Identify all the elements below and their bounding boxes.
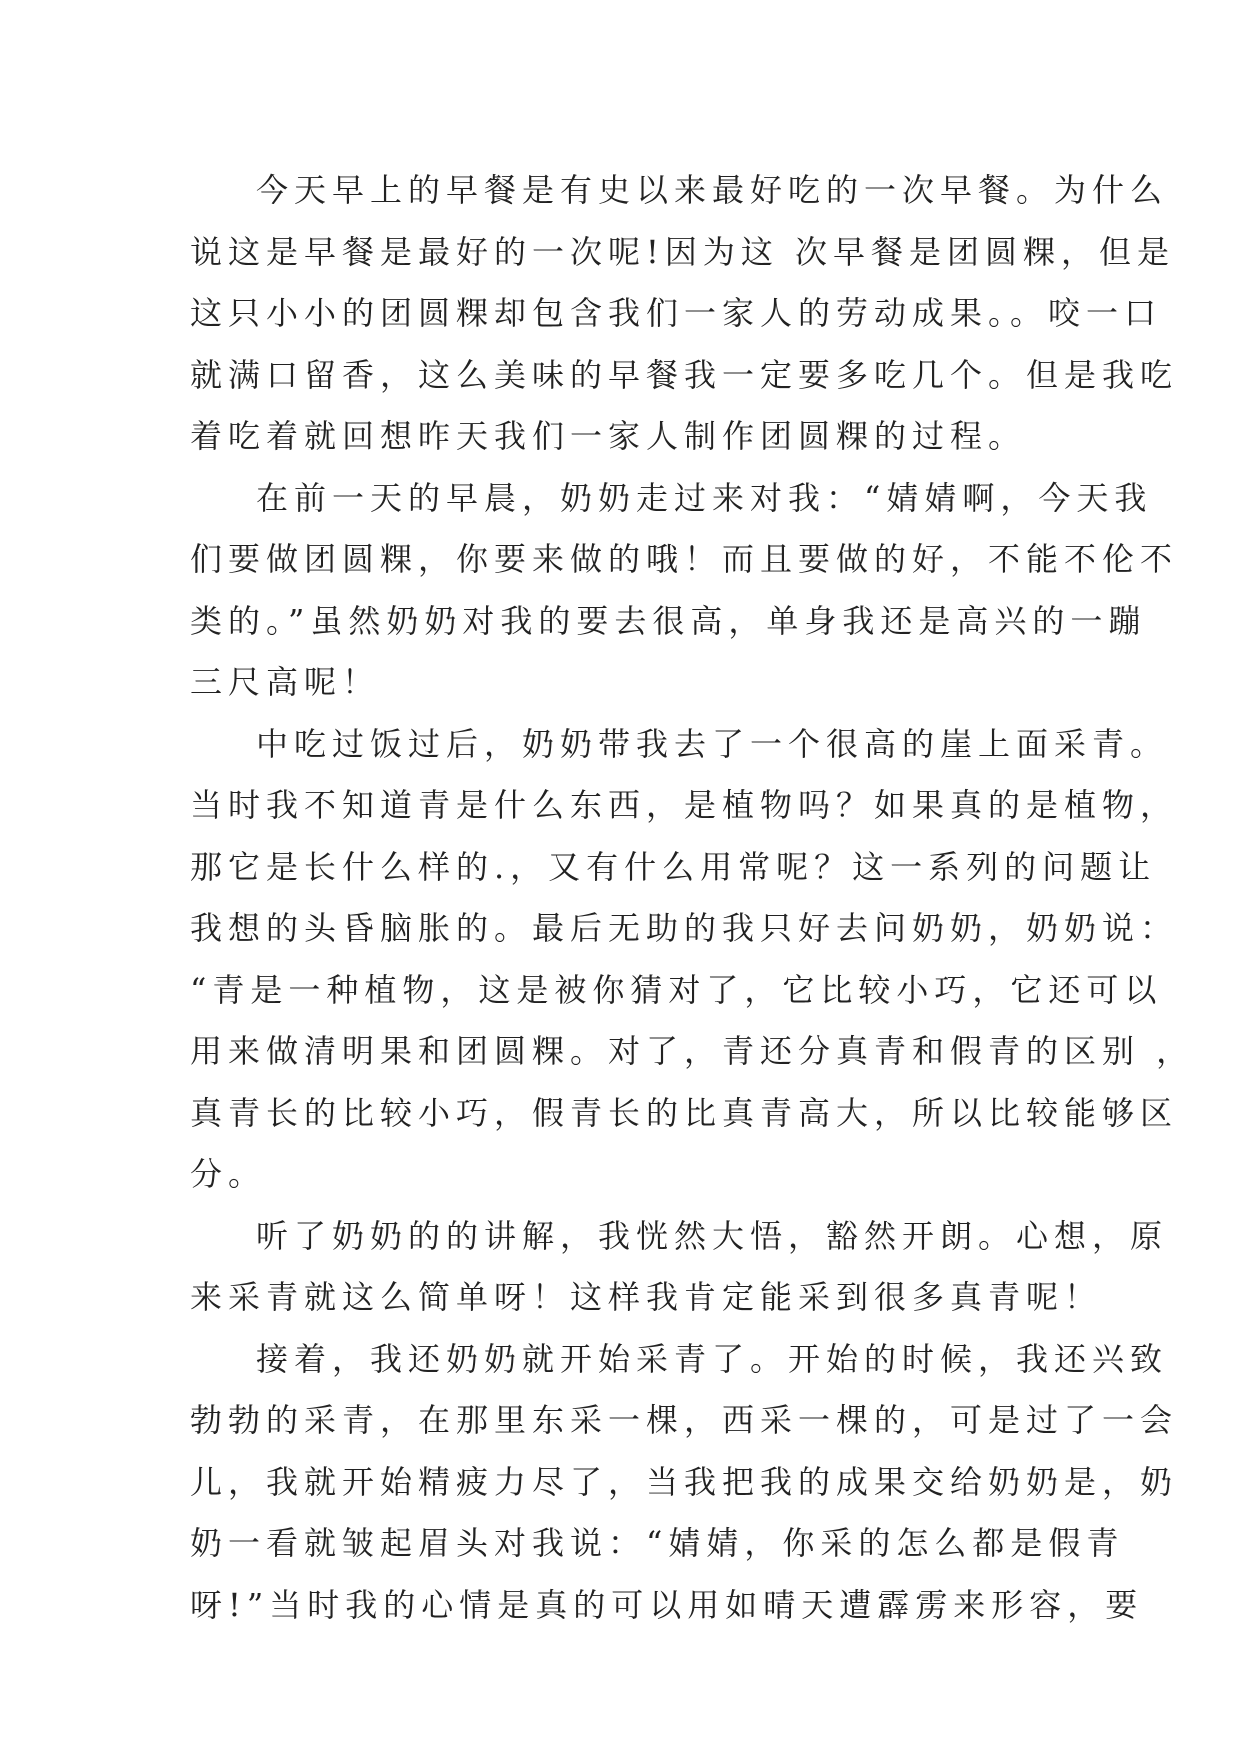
text-line: 这只小小的团圆粿却包含我们一家人的劳动成果。。咬一口 <box>190 294 1163 332</box>
text-line: 听了奶奶的的讲解，我恍然大悟，豁然开朗。心想，原 <box>256 1216 1169 1255</box>
paragraph <box>190 468 1179 714</box>
paragraph <box>190 1329 1179 1637</box>
essay-body <box>190 160 1195 1636</box>
paragraph <box>190 714 1195 1206</box>
text-line: 我想的头昏脑胀的。最后无助的我只好去问奶奶，奶奶说： <box>190 909 1179 947</box>
paragraph <box>190 160 1179 468</box>
text-line: 在前一天的早晨，奶奶走过来对我：“婧婧啊，今天我 <box>256 478 1153 517</box>
text-line: 今天早上的早餐是有史以来最好吃的一次早餐。为什么 <box>256 171 1169 209</box>
text-line: 分。 <box>190 1155 267 1193</box>
text-line: 儿，我就开始精疲力尽了，当我把我的成果交给奶奶是，奶 <box>190 1462 1179 1501</box>
text-line: 当时我不知道青是什么东西，是植物吗？如果真的是植物， <box>190 786 1179 824</box>
text-line: 类的。”虽然奶奶对我的要去很高，单身我还是高兴的一蹦 <box>190 601 1147 640</box>
text-line: 勃勃的采青，在那里东采一棵，西采一棵的，可是过了一会 <box>190 1401 1179 1439</box>
text-line: 接着，我还奶奶就开始采青了。开始的时候，我还兴致 <box>256 1339 1169 1378</box>
text-line: 用来做清明果和团圆粿。对了，青还分真青和假青的区别 ， <box>190 1032 1195 1070</box>
text-line: 三尺高呢！ <box>190 663 381 701</box>
text-line: 真青长的比较小巧，假青长的比真青高大，所以比较能够区 <box>190 1093 1179 1132</box>
text-line: 奶一看就皱起眉头对我说：“婧婧，你采的怎么都是假青 <box>190 1524 1125 1562</box>
text-line: 那它是长什么样的.，又有什么用常呢？这一系列的问题让 <box>190 847 1157 886</box>
text-line: 来采青就这么简单呀！这样我肯定能采到很多真青呢！ <box>190 1278 1103 1316</box>
text-line: 中吃过饭过后，奶奶带我去了一个很高的崖上面采青。 <box>256 724 1169 763</box>
paragraph <box>190 1206 1169 1329</box>
text-line: 呀!”当时我的心情是真的可以用如晴天遭霹雳来形容，要 <box>190 1585 1144 1624</box>
text-line: 着吃着就回想昨天我们一家人制作团圆粿的过程。 <box>190 417 1027 455</box>
text-line: 说这是早餐是最好的一次呢!因为这 次早餐是团圆粿，但是 <box>190 232 1176 271</box>
text-line: “青是一种植物，这是被你猜对了，它比较小巧，它还可以 <box>190 970 1163 1009</box>
text-line: 就满口留香，这么美味的早餐我一定要多吃几个。但是我吃 <box>190 355 1179 394</box>
text-line: 们要做团圆粿，你要来做的哦！而且要做的好，不能不伦不 <box>190 540 1179 578</box>
